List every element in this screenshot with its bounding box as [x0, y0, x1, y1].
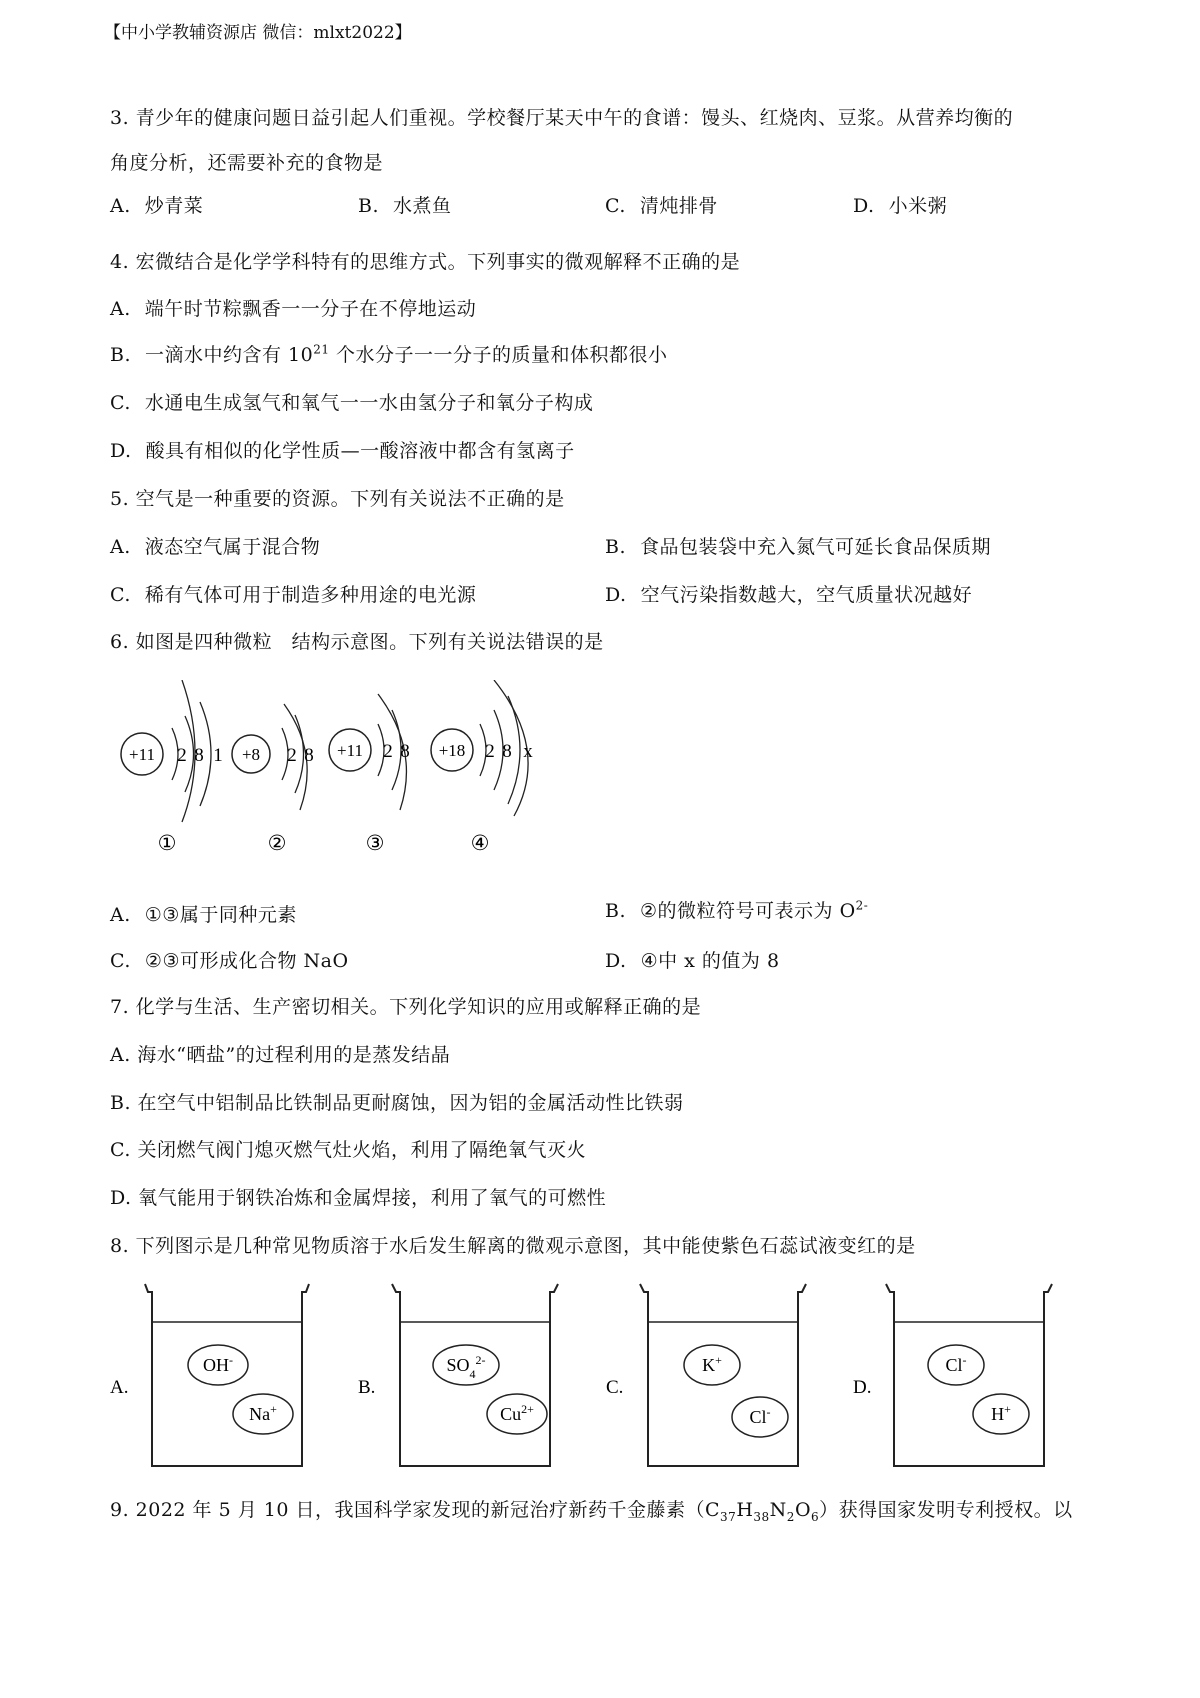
- atom-diagram-2: [232, 704, 314, 855]
- atom-1-number: ①: [157, 831, 177, 855]
- q6-option-c: C. ②③可形成化合物 NaO: [110, 950, 349, 972]
- q3-option-d: D. 小米粥: [853, 195, 948, 217]
- atom-3-nucleus: +11: [337, 741, 363, 760]
- atom-2-shell-1: 2: [287, 745, 297, 766]
- atom-2-nucleus: +8: [241, 745, 261, 764]
- atom-3-shell-2: 8: [400, 741, 410, 762]
- beaker-a-ion-1: OH-: [203, 1353, 233, 1375]
- q7-option-b: B. 在空气中铝制品比铁制品更耐腐蚀，因为铝的金属活动性比铁弱: [110, 1092, 684, 1114]
- atom-4-number: ④: [470, 831, 490, 855]
- atom-1-shell-3: 1: [213, 745, 223, 766]
- q6-stem: 6. 如图是四种微粒 结构示意图。下列有关说法错误的是: [110, 631, 604, 653]
- q4-stem: 4. 宏微结合是化学学科特有的思维方式。下列事实的微观解释不正确的是: [110, 251, 741, 273]
- q3-stem-line1: 3. 青少年的健康问题日益引起人们重视。学校餐厅某天中午的食谱：馒头、红烧肉、豆浆。从营养均衡的: [110, 107, 1014, 129]
- atom-1-nucleus: +11: [129, 745, 155, 764]
- atom-2-shell-2: 8: [304, 745, 314, 766]
- q5-stem: 5. 空气是一种重要的资源。下列有关说法不正确的是: [110, 488, 565, 510]
- atom-1-shell-2: 8: [194, 745, 204, 766]
- beaker-b-ion-2: $Cu^{2+}$: [500, 1402, 534, 1424]
- beaker-b-label: B.: [358, 1377, 376, 1398]
- q9-stem: 9. 2022 年 5 月 10 日，我国科学家发现的新冠治疗新药千金藤素$(C_{37}H_{38}N_2O_6)$获得国家发明专利授权。以: [110, 1499, 1073, 1524]
- atom-structure-diagram: [110, 680, 590, 880]
- atom-4-nucleus: +18: [438, 741, 466, 760]
- q3-stem-line2: 角度分析，还需要补充的食物是: [110, 152, 384, 174]
- atom-3-number: ③: [365, 831, 385, 855]
- q3-option-a: A. 炒青菜: [110, 195, 204, 217]
- atom-4-shell-1: 2: [485, 741, 495, 762]
- q3-option-c: C. 清炖排骨: [605, 195, 718, 217]
- q6-option-b: B. ②的微粒符号可表示为 $O^{2-}$: [605, 898, 869, 922]
- atom-diagram-1: [121, 680, 223, 855]
- atom-3-shell-1: 2: [383, 741, 393, 762]
- atom-diagram-4: [431, 680, 533, 855]
- beaker-c-label: C.: [606, 1377, 624, 1398]
- beaker-a-ion-2: Na+: [249, 1402, 277, 1424]
- beaker-c-ion-2: Cl-: [749, 1405, 771, 1427]
- q7-option-d: D. 氧气能用于钢铁冶炼和金属焊接，利用了氧气的可燃性: [110, 1187, 607, 1209]
- q4-option-d: D. 酸具有相似的化学性质—一酸溶液中都含有氢离子: [110, 440, 575, 462]
- q4-option-c: C. 水通电生成氢气和氧气一一水由氢分子和氧分子构成: [110, 392, 594, 414]
- beaker-d-ion-1: Cl-: [945, 1353, 967, 1375]
- q4-option-a: A. 端午时节粽飘香一一分子在不停地运动: [110, 298, 477, 320]
- q4-option-b: B. 一滴水中约含有 $10^{21}$ 个水分子一一分子的质量和体积都很小: [110, 342, 668, 366]
- beaker-b-ion-1: $SO_4^{2-}$: [446, 1353, 486, 1381]
- beakers-diagram: [100, 1280, 1060, 1480]
- atom-1-shell-1: 2: [177, 745, 187, 766]
- q8-stem: 8. 下列图示是几种常见物质溶于水后发生解离的微观示意图，其中能使紫色石蕊试液变红的是: [110, 1235, 916, 1257]
- beaker-d-ion-2: H+: [991, 1402, 1011, 1424]
- atom-4-shell-3: x: [523, 741, 533, 762]
- q5-option-a: A. 液态空气属于混合物: [110, 536, 321, 558]
- beaker-a-label: A.: [110, 1377, 129, 1398]
- beaker-c-ion-1: K+: [702, 1353, 722, 1375]
- q5-option-d: D. 空气污染指数越大，空气质量状况越好: [605, 584, 973, 606]
- beaker-a: [110, 1284, 309, 1466]
- q7-option-a: A. 海水“晒盐”的过程利用的是蒸发结晶: [110, 1044, 451, 1066]
- q3-option-b: B. 水煮鱼: [358, 195, 452, 217]
- atom-diagram-3: [329, 694, 410, 855]
- beaker-d: [853, 1284, 1052, 1466]
- q7-stem: 7. 化学与生活、生产密切相关。下列化学知识的应用或解释正确的是: [110, 996, 702, 1018]
- atom-4-shell-2: 8: [502, 741, 512, 762]
- page-header: 【中小学教辅资源店 微信：mlxt2022】: [104, 23, 412, 43]
- beaker-c: [606, 1284, 806, 1466]
- q6-option-a: A. ①③属于同种元素: [110, 904, 297, 926]
- atom-2-number: ②: [267, 831, 287, 855]
- q7-option-c: C. 关闭燃气阀门熄灭燃气灶火焰，利用了隔绝氧气灭火: [110, 1139, 586, 1161]
- beaker-d-label: D.: [853, 1377, 872, 1398]
- q6-option-d: D. ④中 x 的值为 8: [605, 950, 780, 972]
- q5-option-c: C. 稀有气体可用于制造多种用途的电光源: [110, 584, 477, 606]
- beaker-b: [358, 1284, 558, 1466]
- q5-option-b: B. 食品包装袋中充入氮气可延长食品保质期: [605, 536, 992, 558]
